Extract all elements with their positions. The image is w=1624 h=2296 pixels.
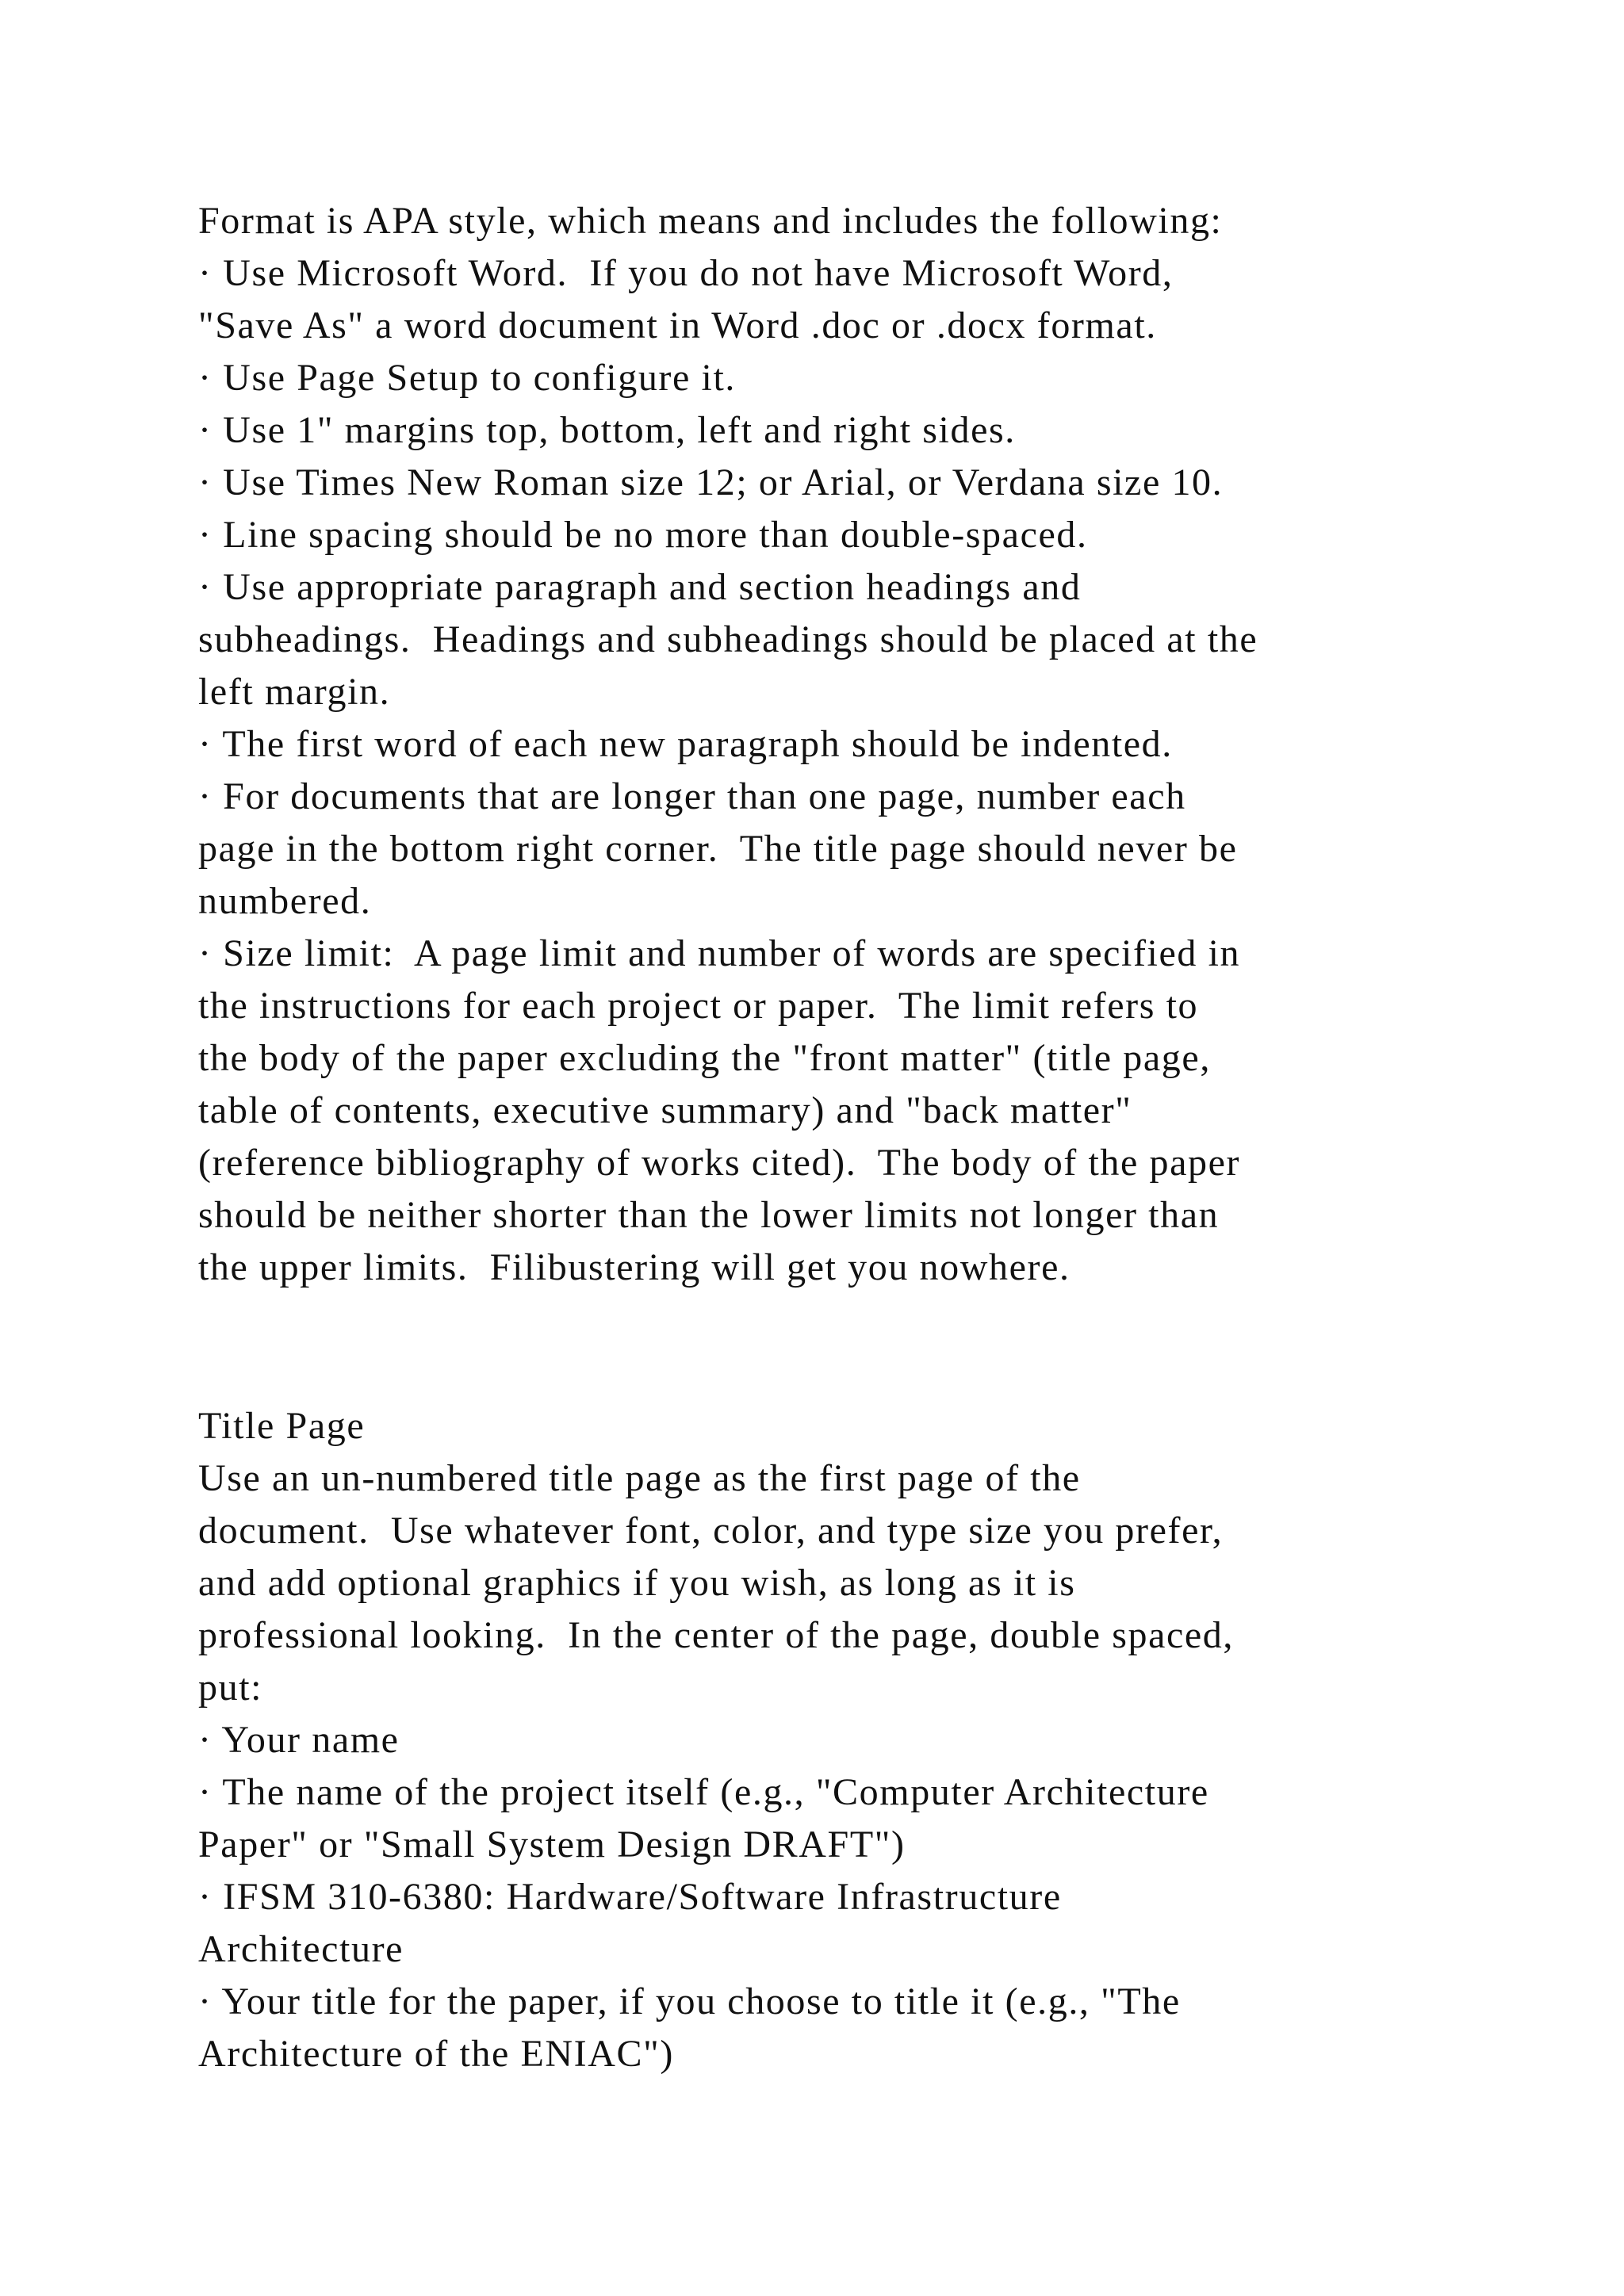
apa-line: the instructions for each project or paper. The limit refers to xyxy=(198,985,1199,1027)
apa-format-section xyxy=(198,195,1467,1294)
title-line: · Your name xyxy=(198,1719,400,1761)
apa-line: · Use 1" margins top, bottom, left and right sides. xyxy=(198,409,1016,451)
title-line: Architecture xyxy=(198,1928,404,1970)
apa-line: · The first word of each new paragraph should be indented. xyxy=(198,723,1173,765)
title-line: · Your title for the paper, if you choose to title it (e.g., "The xyxy=(198,1980,1181,2022)
title-line: and add optional graphics if you wish, as long as it is xyxy=(198,1562,1076,1604)
apa-intro-line: Format is APA style, which means and includes the following: xyxy=(198,200,1223,242)
apa-line: "Save As" a word document in Word .doc or .docx format. xyxy=(198,304,1157,346)
apa-line: table of contents, executive summary) and "back matter" xyxy=(198,1089,1132,1131)
apa-line: · Use Microsoft Word. If you do not have Microsoft Word, xyxy=(198,252,1174,294)
apa-line: · Use appropriate paragraph and section headings and xyxy=(198,566,1082,608)
title-page-section xyxy=(198,1400,1467,2080)
title-line: document. Use whatever font, color, and type size you prefer, xyxy=(198,1510,1224,1552)
apa-line: page in the bottom right corner. The title page should never be xyxy=(198,828,1238,870)
apa-line: · Line spacing should be no more than double-spaced. xyxy=(198,514,1088,556)
apa-line: · Use Page Setup to configure it. xyxy=(198,357,736,399)
title-line: professional looking. In the center of the page, double spaced, xyxy=(198,1614,1235,1656)
apa-line: the upper limits. Filibustering will get you nowhere. xyxy=(198,1246,1071,1288)
title-line: put: xyxy=(198,1667,263,1709)
apa-line: numbered. xyxy=(198,880,372,922)
apa-line: subheadings. Headings and subheadings should be placed at the xyxy=(198,618,1258,660)
apa-line: the body of the paper excluding the "front matter" (title page, xyxy=(198,1037,1211,1079)
apa-line: should be neither shorter than the lower limits not longer than xyxy=(198,1194,1220,1236)
apa-line: · For documents that are longer than one page, number each xyxy=(198,775,1186,817)
apa-line: (reference bibliography of works cited). The body of the paper xyxy=(198,1142,1241,1184)
title-line: · The name of the project itself (e.g., "Computer Architecture xyxy=(198,1771,1209,1813)
section-heading: Title Page xyxy=(198,1405,366,1447)
title-line: · IFSM 310-6380: Hardware/Software Infrastructure xyxy=(198,1876,1062,1918)
apa-line: · Size limit: A page limit and number of words are specified in xyxy=(198,932,1241,974)
title-line: Paper" or "Small System Design DRAFT") xyxy=(198,1823,906,1866)
apa-line: · Use Times New Roman size 12; or Arial, or Verdana size 10. xyxy=(198,461,1224,503)
apa-line: left margin. xyxy=(198,671,391,713)
title-line: Architecture of the ENIAC") xyxy=(198,2033,674,2075)
title-line: Use an un-numbered title page as the first page of the xyxy=(198,1457,1081,1499)
